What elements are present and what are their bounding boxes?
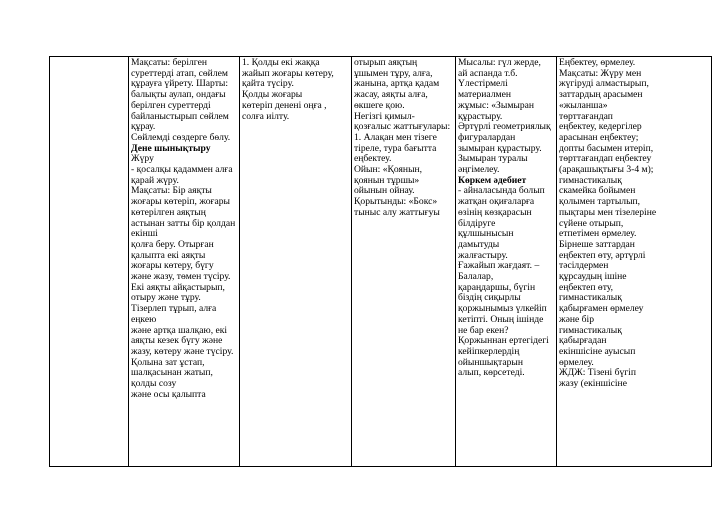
cell-text-line: ойынын ойнау. (354, 186, 415, 197)
cell-text-line: 1. Алақан мен тізеге (354, 132, 437, 143)
cell-text-line: «жыланша» (559, 100, 608, 111)
cell-text-line: қалыпта екі аяқты (131, 250, 206, 261)
cell-text-line: Балалар, (458, 272, 494, 283)
cell-text-line: арасынан еңбектеу; (559, 132, 639, 143)
cell-text-line: Негізгі қимыл- (354, 111, 415, 122)
cell-text-line: құлшынысын (458, 229, 514, 240)
cell-text-line: қозғалыс жаттығулары: (354, 122, 451, 133)
cell-text-line: 1. Қолды екі жаққа (242, 58, 320, 68)
cell-text-line: фигуралардан (458, 132, 516, 143)
cell-text-line: еңбектеу, кедергілер (559, 122, 642, 133)
cell-text-line: сүйене отырып, (559, 218, 624, 229)
cell-text-line: және бір (559, 314, 595, 325)
cell-text-line: ай аспанда т.б. (458, 68, 518, 79)
cell-text-line: қоянын тұршы» (354, 175, 420, 186)
cell-text-line: тәсілдермен (559, 261, 609, 272)
cell-text-line: жазу (екіншісіне (559, 379, 627, 390)
cell-text-line: құрау. (131, 122, 156, 133)
cell-text-line: кетіпті. Оның ішінде (458, 314, 544, 325)
cell-text-line: балықты аулап, ондағы (131, 90, 226, 101)
cell-text-line: байланыстырып сөйлем (131, 111, 229, 122)
cell-text-line: жалғастыру. (458, 250, 508, 261)
cell-text-line: екінші (131, 229, 158, 240)
cell-text-line: қолымен тартылып, (559, 197, 641, 208)
cell-text-line: Ойын: «Қоянын, (354, 165, 423, 176)
cell-text-line: Үлестірмелі (458, 79, 508, 90)
cell-text-line: Мысалы: гүл жерде, (458, 58, 541, 68)
cell-text-line: көтерілген аяқтың (131, 207, 206, 218)
table-cell-col-1 (50, 57, 129, 467)
cell-text-line: Бірнеше заттардан (559, 239, 635, 250)
cell-text-line: етпетімен өрмелеу. (559, 229, 637, 240)
cell-text-line: ұшымен тұру, алға, (354, 68, 433, 79)
cell-text-line: пықтары мен тізелеріне (559, 207, 657, 218)
cell-text-line: біздің сиқырлы (458, 293, 521, 304)
cell-text-line: жазу, көтеру және түсіру. (131, 346, 234, 357)
cell-text-line: Сөйлемді сөздерге бөлу. (131, 132, 231, 143)
cell-text-line: Еңбектеу, өрмелеу. (559, 58, 636, 68)
cell-text-line: шалқасынан жатып, (131, 368, 213, 379)
cell-text-line: берілген суреттерді (131, 100, 211, 111)
cell-text-line: еңбектеу. (354, 154, 392, 165)
cell-text-line: және артқа шалқаю, екі (131, 325, 228, 336)
cell-text-line: еңкею (131, 314, 157, 325)
cell-text-line: жатқан оқиғаларға (458, 197, 535, 208)
cell-text-line: Қолына зат ұстап, (131, 357, 205, 368)
cell-text-line: Мақсаты: Бір аяқты (131, 186, 212, 197)
cell-text-line: заттардың арасымен (559, 90, 643, 101)
cell-text-line: гимнастикалық (559, 325, 622, 336)
cell-text-line: қолды созу (131, 379, 177, 390)
cell-text-line: Дене шынықтыру (131, 143, 211, 154)
cell-text-line: Қолды жоғары (242, 90, 303, 101)
cell-text-line: солға иілту. (242, 111, 290, 122)
cell-text-line: қолға беру. Отырған (131, 239, 214, 250)
cell-text-line: көтеріп денені оңға , (242, 100, 327, 111)
cell-text-line: жоғары көтеру, бүгу (131, 261, 214, 272)
cell-text-line: жұмыс: «Зымыран (458, 100, 535, 111)
cell-text-line: дамытуды (458, 239, 500, 250)
cell-text-line: және жазу, төмен түсіру. (131, 272, 231, 283)
cell-text-line: Зымыран туралы (458, 154, 528, 165)
cell-text-line: жанына, артқа қадам (354, 79, 440, 90)
cell-text-line: тыныс алу жаттығуы (354, 207, 440, 218)
cell-text-line: әңгімелеу. (458, 165, 500, 176)
cell-text-line: құрастыру. (458, 111, 503, 122)
cell-text-line: тіреле, тура бағытта (354, 143, 437, 154)
cell-text-line: құрсаудың ішіне (559, 272, 627, 283)
cell-text-line: Көркем әдебиет (458, 175, 527, 186)
cell-text-line: астынан затты бір қолдан (131, 218, 236, 229)
cell-text-line: төрттағандап (559, 111, 613, 122)
cell-text-line: төрттағандап еңбектеу (559, 154, 652, 165)
cell-text-line: суреттерді атап, сөйлем (131, 68, 228, 79)
cell-text-line: қайта түсіру. (242, 79, 294, 90)
cell-text-line: жасау, аяқты алға, (354, 90, 428, 101)
cell-text-line: өзінің көзқарасын (458, 207, 532, 218)
table-cell-col-2 (129, 57, 240, 467)
cell-text-line: алып, көрсетеді. (458, 368, 525, 379)
cell-text-line: материалмен (458, 90, 511, 101)
cell-text-line: отырып аяқтың (354, 58, 418, 68)
cell-text-line: - қосалқы қадаммен алға (131, 165, 233, 176)
cell-text-line: аяқты кезек бүгу және (131, 336, 223, 347)
cell-text-line: еңбектеп өту, (559, 282, 614, 293)
cell-text-line: қоржынымыз үлкейіп (458, 304, 547, 315)
cell-text-line: скамейка бойымен (559, 186, 636, 197)
table-cell-col-3 (240, 57, 352, 467)
cell-text-line: - айналасында болып (458, 186, 545, 197)
cell-text-line: екіншісіне ауысып (559, 346, 636, 357)
cell-text-line: жоғары көтеріп, жоғары (131, 197, 230, 208)
cell-text-line: Мақсаты: Жүру мен (559, 68, 642, 79)
cell-text-line: допты басымен итеріп, (559, 143, 654, 154)
cell-text-line: ЖДЖ: Тізені бүгіп (559, 368, 636, 379)
cell-text-line: Ғажайып жағдаят. – (458, 261, 540, 272)
cell-text-line: қабырғадан (559, 336, 607, 347)
cell-text-line: Қорытынды: «Бокс» (354, 197, 438, 208)
cell-text-line: Екі аяқты айқастырып, (131, 282, 225, 293)
cell-text-line: жүгіруді алмастырып, (559, 79, 649, 90)
table-cell-col-4 (352, 57, 456, 467)
cell-text-line: және осы қалыпта (131, 389, 206, 400)
cell-text-line: гимнастикалық (559, 175, 622, 186)
cell-text-line: гимнастикалық (559, 293, 622, 304)
cell-text-line: кейіпкерлердің (458, 346, 520, 357)
cell-text-line: Жүру (131, 154, 154, 165)
lesson-plan-table (49, 56, 712, 467)
cell-text-line: Мақсаты: берілген (131, 58, 208, 68)
cell-text-line: Тізерлеп тұрып, алға (131, 304, 217, 315)
cell-text-line: Әртүрлі геометриялық (458, 122, 551, 133)
cell-text-line: (арақашықтығы 3-4 м); (559, 165, 654, 176)
cell-text-line: Қоржыннан ертегідегі (458, 336, 549, 347)
cell-text-line: құрауға үйрету. Шарты: (131, 79, 229, 90)
table-cell-col-6 (557, 57, 712, 467)
cell-text-line: білдіруге (458, 218, 496, 229)
cell-text-line: ойыншықтарын (458, 357, 523, 368)
table-cell-col-5 (456, 57, 557, 467)
cell-text-line: өрмелеу. (559, 357, 594, 368)
cell-text-line: қабырғамен өрмелеу (559, 304, 644, 315)
cell-text-line: зымыран құрастыру. (458, 143, 542, 154)
cell-text-line: не бар екен? (458, 325, 509, 336)
cell-text-line: өкшеге қою. (354, 100, 405, 111)
cell-text-line: отыру және тұру. (131, 293, 201, 304)
cell-text-line: қарай жүру. (131, 175, 179, 186)
table-row (50, 57, 712, 467)
cell-text-line: еңбектеп өту, әртүрлі (559, 250, 646, 261)
cell-text-line: жайып жоғары көтеру, (242, 68, 334, 79)
cell-text-line: қараңдаршы, бүгін (458, 282, 536, 293)
